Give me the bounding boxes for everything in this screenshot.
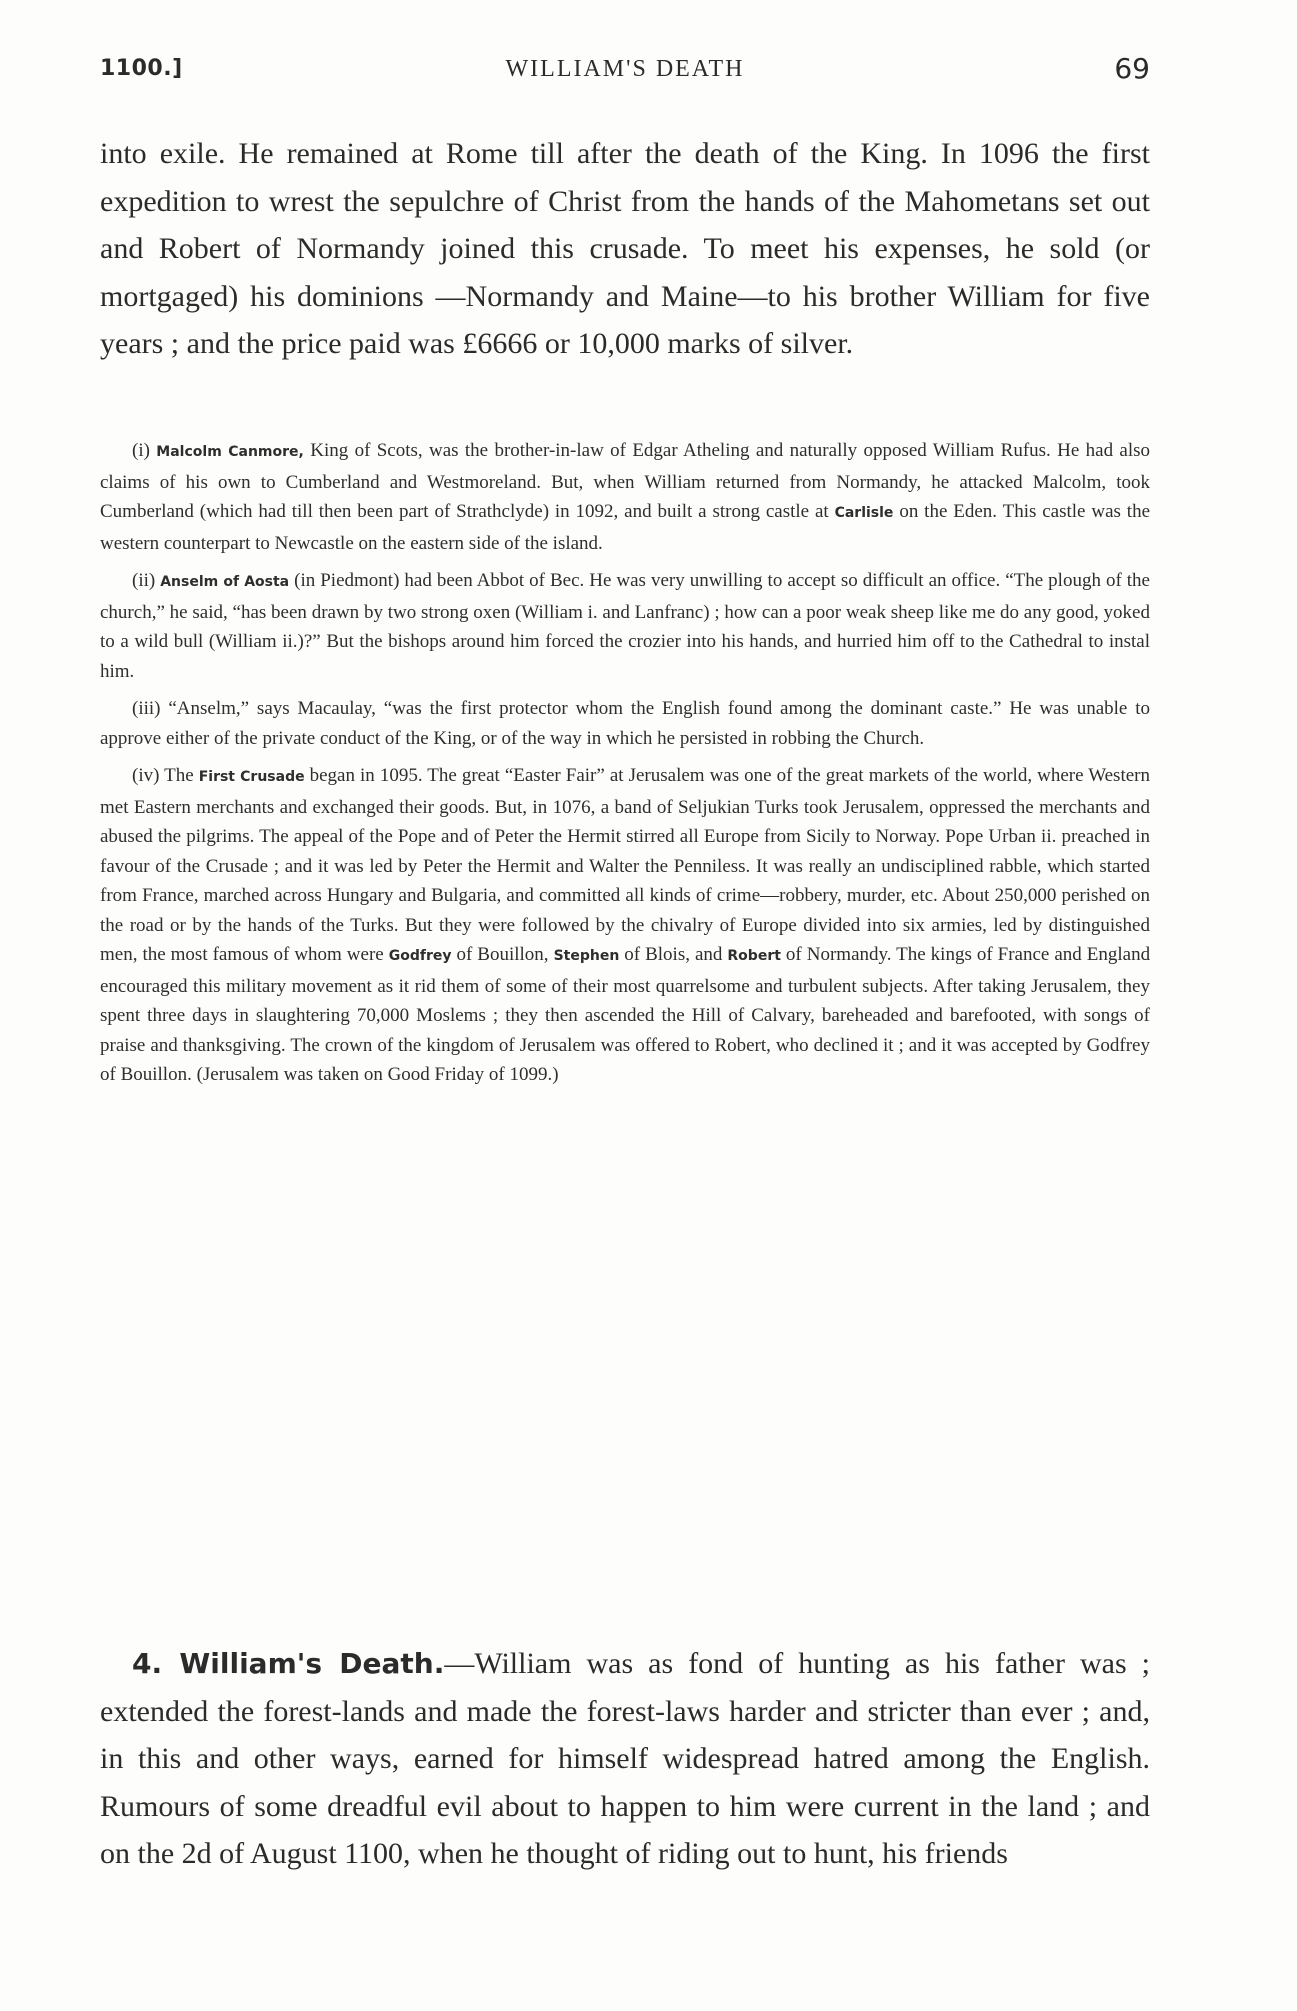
- note-4-text-a: began in 1095. The great “Easter Fair” at Jerusalem was one of the great markets of the world, where Western met Eastern merchants and exchanged their goods. But, in 1076, a band of Seljukian Turks took Jerusalem, oppressed the merchants and abused the pilgrims. The appeal of the Pope and of Peter the Hermit stirred all Europe from Sicily to Norway. Pope Urban ii. preached in favour of the Crusade ; and it was led by Peter the Hermit and Walter the Penniless. It was really an undisciplined rabble, which started from France, marched across Hungary and Bulgaria, and committed all kinds of crime—robbery, murder, etc. About 250,000 perished on the road or by the hands of the Turks. But they were followed by the chivalry of Europe divided into six armies, led by distinguished men, the most famous of whom were: [100, 765, 1150, 965]
- note-4-text-d: of Normandy. The kings of France and England encouraged this military movement as it rid them of some of their most quarrelsome and turbulent subjects. After taking Jerusalem, they spent three days in slaughtering 70,000 Moslems ; they then ascended the Hill of Calvary, bareheaded and barefooted, with songs of praise and thanksgiving. The crown of the kingdom of Jerusalem was offered to Robert, who declined it ; and it was accepted by Godfrey of Bouillon. (Jerusalem was taken on Good Friday of 1099.): [100, 944, 1151, 1085]
- note-1-name: Malcolm Canmore,: [156, 444, 304, 460]
- running-head: [100, 50, 1150, 90]
- note-4-text-b: of Bouillon,: [456, 944, 549, 965]
- note-4-name-robert: Robert: [727, 948, 781, 964]
- note-2-name: Anselm of Aosta: [160, 574, 290, 590]
- page-number: 69: [1114, 52, 1150, 85]
- note-1-text-b: on the Eden. This castle was the western counterpart to Newcastle on the eastern side of the island.: [100, 501, 1150, 554]
- note-2: [100, 566, 1150, 686]
- note-2-text: (in Piedmont) had been Abbot of Bec. He was very unwilling to accept so difficult an office. “The plough of the church,” he said, “has been drawn by two strong oxen (William i. and Lanfranc) ; how can a poor weak sheep like me do any good, yoked to a wild bull (William ii.)?” But the bishops around him forced the crozier into his hands, and hurried him off to the Cathedral to instal him.: [100, 570, 1150, 682]
- running-head-year: 1100.]: [100, 56, 183, 81]
- footnotes: [100, 436, 1150, 1098]
- section-4-paragraph: [100, 1640, 1150, 1878]
- section-4-text: —William was as fond of hunting as his father was ; extended the forest-lands and made the forest-laws harder and stricter than ever ; and, in this and other ways, earned for himself widespread hatred among the English. Rumours of some dreadful evil about to happen to him were current in the land ; and on the 2d of August 1100, when he thought of riding out to hunt, his friends: [100, 1647, 1150, 1870]
- note-4-crusade: First Crusade: [198, 769, 305, 785]
- note-3-text: “Anselm,” says Macaulay, “was the first protector whom the English found among the dominant caste.” He was unable to approve either of the private conduct of the King, or of the way in which he persisted in robbing the Church.: [100, 698, 1150, 749]
- note-1-text-a: King of Scots, was the brother-in-law of Edgar Atheling and naturally opposed William Rufus. He had also claims of his own to Cumberland and Westmoreland. But, when William returned from Normandy, he attacked Malcolm, took Cumberland (which had till then been part of Strathclyde) in 1092, and built a strong castle at: [100, 440, 1151, 522]
- note-1-place: Carlisle: [834, 505, 894, 521]
- note-1: [100, 436, 1150, 558]
- note-1-marker: (i): [132, 440, 150, 461]
- note-4-name-godfrey: Godfrey: [388, 948, 452, 964]
- note-4-text-c: of Blois, and: [624, 944, 723, 965]
- note-4-name-stephen: Stephen: [553, 948, 620, 964]
- note-3: [100, 694, 1150, 753]
- note-4-marker: (iv): [132, 765, 160, 786]
- note-4: [100, 761, 1150, 1090]
- section-4-heading: 4. William's Death.: [132, 1647, 445, 1680]
- main-paragraph: into exile. He remained at Rome till after the death of the King. In 1096 the first expedition to wrest the sepulchre of Christ from the hands of the Mahometans set out and Robert of Normandy joined this crusade. To meet his expenses, he sold (or mortgaged) his dominions —Normandy and Maine—to his brother William for five years ; and the price paid was £6666 or 10,000 marks of silver.: [100, 137, 1150, 360]
- note-4-pre: The: [164, 765, 194, 786]
- note-2-marker: (ii): [132, 570, 156, 591]
- note-3-marker: (iii): [132, 698, 161, 719]
- running-head-title: WILLIAM'S DEATH: [505, 56, 745, 82]
